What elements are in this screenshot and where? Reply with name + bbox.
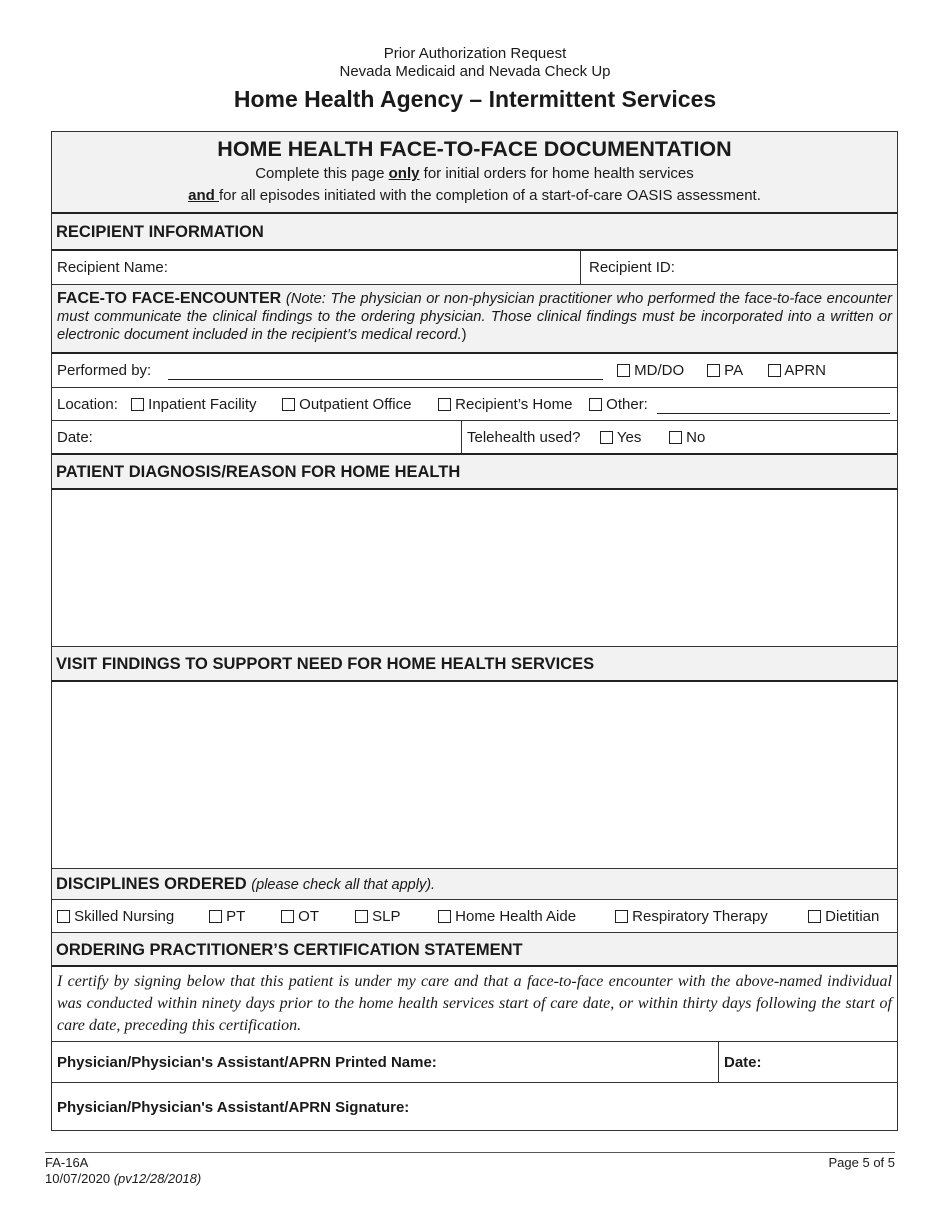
section-title: DISCIPLINES ORDERED: [56, 875, 247, 893]
page-title: Home Health Agency – Intermittent Services: [233, 86, 717, 112]
recipient-section-header: [52, 214, 897, 251]
recipient-row: [52, 251, 897, 285]
checkbox-ot[interactable]: [281, 908, 319, 925]
disciplines-row: [52, 900, 897, 933]
option-label: Dietitian: [825, 908, 880, 925]
checkbox-other[interactable]: [589, 396, 648, 413]
checkbox-icon: [438, 398, 451, 411]
form-date: [45, 1171, 201, 1186]
intro-text: Complete this page: [255, 165, 389, 182]
diagnosis-section-header: [52, 455, 897, 490]
location-row: [52, 388, 897, 421]
checkbox-md-do[interactable]: [617, 362, 684, 379]
form-title-block: [52, 132, 897, 214]
form-title: HOME HEALTH FACE-TO-FACE DOCUMENTATION: [217, 137, 732, 161]
form-intro-1: [52, 165, 897, 182]
findings-section-header: [52, 647, 897, 682]
performed-by-row: [52, 354, 897, 388]
checkbox-icon: [57, 910, 70, 923]
certification-statement: [52, 967, 897, 1042]
date-telehealth-row: [52, 421, 897, 455]
checkbox-slp[interactable]: [355, 908, 401, 925]
recipient-id-field[interactable]: Recipient ID:: [589, 259, 675, 276]
checkbox-icon: [589, 398, 602, 411]
option-label: MD/DO: [634, 362, 685, 379]
checkbox-inpatient[interactable]: [131, 396, 257, 413]
recipient-name-field[interactable]: Recipient Name:: [57, 259, 168, 276]
option-label: PT: [226, 908, 246, 925]
intro-text: for all episodes initiated with the completion of a start-of-care OASIS assessment.: [218, 187, 761, 204]
option-label: Home Health Aide: [455, 908, 577, 925]
option-label: Skilled Nursing: [74, 908, 175, 925]
disciplines-note: (please check all that apply).: [251, 877, 436, 893]
checkbox-icon: [355, 910, 368, 923]
encounter-date-field[interactable]: Date:: [57, 429, 93, 446]
form-id: FA-16A: [45, 1155, 89, 1170]
page-number: Page 5 of 5: [828, 1155, 895, 1170]
location-label: Location:: [57, 396, 118, 413]
checkbox-respiratory-therapy[interactable]: [615, 908, 768, 925]
checkbox-skilled-nursing[interactable]: [57, 908, 174, 925]
findings-textarea[interactable]: [52, 682, 897, 869]
checkbox-pa[interactable]: [707, 362, 743, 379]
checkbox-icon: [768, 364, 781, 377]
signature-field[interactable]: Physician/Physician's Assistant/APRN Signature:: [57, 1099, 410, 1116]
option-label: No: [686, 429, 706, 446]
checkbox-icon: [438, 910, 451, 923]
header-line-2: Nevada Medicaid and Nevada Check Up: [339, 63, 611, 80]
checkbox-recipient-home[interactable]: [438, 396, 572, 413]
performed-by-input[interactable]: [168, 362, 603, 380]
checkbox-aprn[interactable]: [768, 362, 826, 379]
face-to-face-form: [51, 131, 898, 1131]
intro-emphasis-and: and: [188, 187, 219, 204]
disciplines-section-header: [52, 869, 897, 900]
checkbox-telehealth-no[interactable]: [669, 429, 705, 446]
intro-text: for initial orders for home health services: [419, 165, 694, 182]
checkbox-icon: [707, 364, 720, 377]
option-label: Yes: [616, 429, 642, 446]
revision-date: 10/07/2020: [45, 1171, 111, 1186]
diagnosis-textarea[interactable]: [52, 490, 897, 647]
section-title: RECIPIENT INFORMATION: [56, 223, 264, 241]
section-title: ORDERING PRACTITIONER’S CERTIFICATION STATEMENT: [56, 941, 523, 959]
encounter-header: [52, 285, 897, 354]
option-label: Inpatient Facility: [148, 396, 257, 413]
option-label: Respiratory Therapy: [632, 908, 768, 925]
option-label: SLP: [372, 908, 401, 925]
checkbox-icon: [615, 910, 628, 923]
footer-divider: [45, 1152, 895, 1153]
previous-version: (pv12/28/2018): [113, 1171, 202, 1186]
checkbox-home-health-aide[interactable]: [438, 908, 576, 925]
certification-date-field[interactable]: Date:: [724, 1054, 762, 1071]
option-label: OT: [298, 908, 320, 925]
other-location-input[interactable]: [657, 396, 890, 414]
performed-by-label: Performed by:: [57, 362, 152, 379]
printed-name-row: [52, 1042, 897, 1083]
printed-name-field[interactable]: Physician/Physician's Assistant/APRN Printed Name:: [57, 1054, 437, 1071]
encounter-note-close: ): [461, 327, 467, 343]
checkbox-icon: [600, 431, 613, 444]
checkbox-icon: [282, 398, 295, 411]
checkbox-icon: [617, 364, 630, 377]
checkbox-outpatient[interactable]: [282, 396, 411, 413]
form-intro-2: [52, 187, 897, 204]
telehealth-label: Telehealth used?: [467, 429, 581, 446]
certification-text: I certify by signing below that this patient is under my care and that a face-to-face encounter with the above-named individual was conducted within ninety days prior to the home health services start of care date, or within thirty days following the start of care date, preceding this certification.: [57, 973, 892, 1034]
section-title: FACE-TO FACE-ENCOUNTER: [57, 290, 282, 307]
option-label: Outpatient Office: [299, 396, 412, 413]
intro-emphasis-only: only: [388, 165, 420, 182]
checkbox-icon: [131, 398, 144, 411]
option-label: Recipient’s Home: [455, 396, 573, 413]
section-title: PATIENT DIAGNOSIS/REASON FOR HOME HEALTH: [56, 463, 461, 481]
option-label: PA: [724, 362, 744, 379]
checkbox-pt[interactable]: [209, 908, 245, 925]
option-label: Other:: [606, 396, 648, 413]
option-label: APRN: [784, 362, 827, 379]
checkbox-icon: [209, 910, 222, 923]
checkbox-icon: [669, 431, 682, 444]
checkbox-dietitian[interactable]: [808, 908, 879, 925]
checkbox-icon: [808, 910, 821, 923]
section-title: VISIT FINDINGS TO SUPPORT NEED FOR HOME HEALTH SERVICES: [56, 655, 595, 673]
encounter-note: (Note: The physician or non-physician practitioner who performed the face-to-face encounter must communicate the clinical findings to the ordering physician. Those clinical findings must be incorporated into a written or electronic document included in the recipient’s medical record.: [57, 291, 892, 343]
checkbox-telehealth-yes[interactable]: [600, 429, 641, 446]
signature-row: [52, 1083, 897, 1130]
checkbox-icon: [281, 910, 294, 923]
header-line-1: Prior Authorization Request: [383, 45, 567, 62]
certification-section-header: [52, 933, 897, 967]
